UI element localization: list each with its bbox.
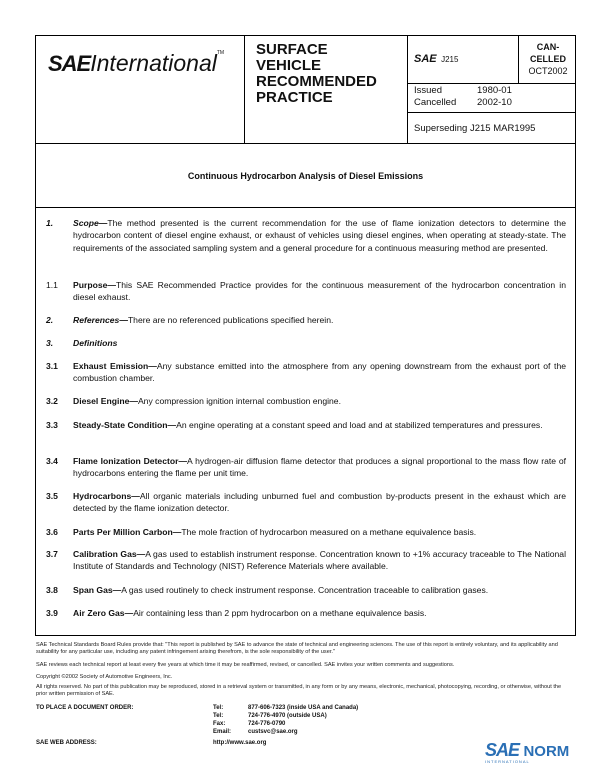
email-link[interactable]: custsvc@sae.org [248, 729, 298, 735]
cancelled-status [519, 41, 577, 77]
footer-review: SAE reviews each technical report at least every five years at which time it may be reaffirmed, revised, or cancelled. SAE invites your written comments and suggestions. [36, 662, 455, 668]
section-3-2 [46, 395, 566, 407]
sae-norm-watermark [485, 740, 569, 764]
web-link[interactable]: http://www.sae.org [213, 740, 267, 746]
section-label: Definitions [73, 338, 118, 348]
web-label: SAE WEB ADDRESS: [36, 740, 97, 746]
doc-type-line-4: PRACTICE [256, 89, 333, 106]
email-label: Email: [213, 729, 232, 735]
section-1-1 [46, 279, 566, 304]
section-2 [46, 314, 566, 326]
section-3-9 [46, 607, 566, 619]
status-line-2: CELLED [530, 54, 566, 64]
section-label: Parts Per Million Carbon— [73, 527, 182, 537]
section-3-3 [46, 419, 566, 431]
sae-international-logo [48, 50, 224, 77]
watermark-norm: NORM [523, 743, 570, 760]
section-text: A gas used to establish instrument response. Concentration known to +1% accuracy traceable to The National Institute of Standards and Technology (NIST) Reference Materials where available. [73, 549, 566, 572]
section-text: There are no referenced publications specified herein. [127, 315, 334, 325]
section-text: All organic materials including unburned fuel and combustion by-products present in the exhaust which are detected by the flame ionization detector. [73, 491, 566, 514]
section-label: Steady-State Condition— [73, 420, 177, 430]
doc-type-line-3: RECOMMENDED [256, 73, 377, 90]
tel2-value: 724-776-4970 (outside USA) [248, 713, 327, 719]
section-text: The method presented is the current recommendation for the use of flame ionization detectors to determine the hydrocarbon content of diesel engine exhaust, or exhaust of vehicles using diesel engines, when operating at steady-state. The requirements of the associated sampling system and a general procedure for a continuous measuring method are presented. [73, 218, 566, 253]
status-line-1: CAN- [536, 42, 560, 52]
fax-value: 724-776-0790 [248, 721, 286, 727]
section-number: 3.7 [46, 549, 58, 559]
footer-rights: All rights reserved. No part of this publication may be reproduced, stored in a retrieval system or transmitted, in any form or by any means, electronic, mechanical, photocopying, recording, or otherwise, without the prior written permission of SAE. [36, 684, 562, 698]
section-number: 3.6 [46, 527, 58, 537]
document-type [256, 42, 377, 106]
cancelled-value: 2002-10 [477, 97, 512, 108]
section-3-5 [46, 490, 566, 515]
section-number: 3.3 [46, 420, 58, 430]
section-3-7 [46, 548, 566, 573]
section-number: 3.8 [46, 585, 58, 595]
watermark-sae: SAE [485, 740, 520, 760]
doc-type-line-2: VEHICLE [256, 57, 322, 74]
section-3-8 [46, 584, 566, 596]
footer-copyright: Copyright ©2002 Society of Automotive Engineers, Inc. [36, 674, 173, 680]
section-number: 3. [46, 338, 54, 348]
tel2-label: Tel: [213, 713, 224, 719]
order-label: TO PLACE A DOCUMENT ORDER: [36, 705, 134, 711]
section-label: References— [73, 315, 128, 325]
issued-value: 1980-01 [477, 85, 512, 96]
section-label: Air Zero Gas— [73, 608, 134, 618]
tel1-label: Tel: [213, 705, 224, 711]
watermark-sub: INTERNATIONAL [485, 759, 530, 764]
section-number: 3.2 [46, 396, 58, 406]
section-text: An engine operating at a constant speed and load and at stabilized temperatures and pressures. [176, 420, 543, 430]
section-number: 3.1 [46, 361, 58, 371]
document-code [414, 49, 458, 67]
tel1-value: 877-606-7323 (inside USA and Canada) [248, 705, 359, 711]
section-text: This SAE Recommended Practice provides for the continuous measurement of the hydrocarbon concentration in diesel exhaust. [73, 280, 566, 303]
section-text: Air containing less than 2 ppm hydrocarbon on a methane equivalence basis. [133, 608, 427, 618]
cancelled-label: Cancelled [414, 97, 457, 108]
document-header [35, 35, 576, 144]
section-3 [46, 337, 566, 349]
section-3-6 [46, 526, 566, 538]
fax-label: Fax: [213, 721, 226, 727]
logo-sae-text: SAE [48, 51, 91, 76]
status-date: OCT2002 [528, 66, 568, 76]
section-label: Diesel Engine— [73, 396, 138, 406]
section-label: Span Gas— [73, 585, 122, 595]
section-label: Flame Ionization Detector— [73, 456, 188, 466]
issued-label: Issued [414, 85, 442, 96]
section-number: 3.5 [46, 491, 58, 501]
section-number: 1.1 [46, 280, 58, 290]
section-number: 2. [46, 315, 54, 325]
doc-code-sae: SAE [414, 53, 437, 65]
issue-dates [414, 85, 564, 109]
doc-type-line-1: SURFACE [256, 41, 328, 58]
section-1 [46, 217, 566, 254]
section-text: A gas used routinely to check instrument response. Concentration traceable to calibration gases. [121, 585, 489, 595]
section-3-1 [46, 360, 566, 385]
trademark-mark: TM [216, 50, 225, 56]
doc-code-number: J215 [441, 55, 459, 64]
section-label: Hydrocarbons— [73, 491, 140, 501]
section-number: 1. [46, 218, 54, 228]
section-text: A hydrogen-air diffusion flame detector that produces a signal proportional to the mass flow rate of hydrocarbons entering the flame per unit time. [73, 456, 567, 479]
section-label: Exhaust Emission— [73, 361, 157, 371]
section-label: Scope— [73, 218, 108, 228]
footer-policy: SAE Technical Standards Board Rules provide that: "This report is published by SAE to advance the state of technical and engineering sciences. The use of this report is entirely voluntary, and its applicability and suitability for any particular use, including any patent infringement arising therefrom, is the sole responsibility of the user." [36, 642, 558, 656]
section-text: Any compression ignition internal combustion engine. [137, 396, 341, 406]
section-text: Any substance emitted into the atmosphere from any opening downstream from the exhaust port of the combustion chamber. [73, 361, 566, 384]
logo-international-text: International [90, 50, 217, 76]
section-number: 3.4 [46, 456, 58, 466]
section-label: Purpose— [73, 280, 116, 290]
section-number: 3.9 [46, 608, 58, 618]
section-label: Calibration Gas— [73, 549, 146, 559]
page-title: Continuous Hydrocarbon Analysis of Diesel Emissions [187, 171, 424, 181]
section-3-4 [46, 455, 566, 480]
section-text: The mole fraction of hydrocarbon measured on a methane equivalence basis. [181, 527, 477, 537]
superseding-note: Superseding J215 MAR1995 [414, 123, 536, 134]
